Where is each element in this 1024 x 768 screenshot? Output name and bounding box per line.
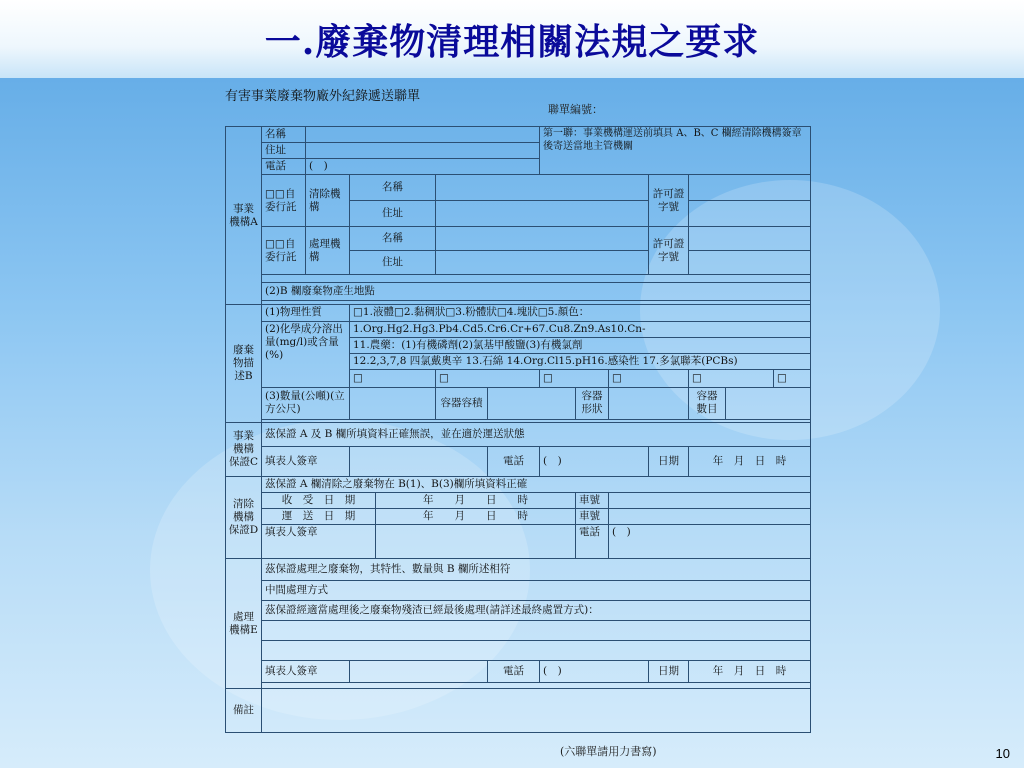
manifest-form-table	[225, 126, 811, 733]
a-name-field[interactable]	[306, 127, 540, 143]
footnote: (六聯單請用力書寫)	[560, 745, 657, 758]
c-date-label: 日期	[649, 446, 689, 476]
clean-org-address-field[interactable]	[436, 201, 649, 227]
ship-date-label: 運 送 日 期	[262, 509, 376, 525]
proc-org-name-label: 名稱	[350, 227, 436, 251]
clean-permit-field[interactable]	[689, 175, 811, 201]
c-phone-label: 電話	[488, 446, 540, 476]
c-signer-label: 填表人簽章	[262, 446, 350, 476]
d-guarantee-text: 茲保證 A 欄清除之廢棄物在 B(1)、B(3)欄所填資料正確	[262, 476, 811, 492]
d-phone-field[interactable]: ( )	[609, 525, 811, 559]
clean-org-address-label: 住址	[350, 201, 436, 227]
chemical-options-2[interactable]: 11.農藥：(1)有機磷劑(2)氯基甲酸鹽(3)有機氯劑	[350, 337, 811, 353]
c-phone-field[interactable]: ( )	[540, 446, 649, 476]
b-site-label: (2)B 欄廢棄物產生地點	[262, 283, 811, 301]
container-volume-label: 容器容積	[436, 387, 488, 419]
receive-date-label: 收 受 日 期	[262, 493, 376, 509]
c-date-field[interactable]: 年 月 日 時	[689, 446, 811, 476]
chem-checkbox[interactable]: □	[609, 369, 689, 387]
container-volume-field[interactable]	[488, 387, 576, 419]
chemical-options-3[interactable]: 12.2,3,7,8 四氯戴奧辛 13.石綿 14.Org.Cl15.pH16.感染性 17.多氯聯苯(PCBs)	[350, 353, 811, 369]
clean-org-label: 清除機構	[306, 175, 350, 227]
a-phone-label: 電話	[262, 159, 306, 175]
spacer-row	[262, 275, 811, 283]
proc-org-address-field[interactable]	[436, 251, 649, 275]
physical-property-label: (1)物理性質	[262, 305, 350, 321]
proc-org-label: 處理機構	[306, 227, 350, 275]
e-blank-line[interactable]	[262, 641, 811, 661]
e-line-2: 中間處理方式	[262, 581, 811, 601]
form-title: 有害事業廢棄物廠外紀錄遞送聯單	[225, 89, 421, 104]
section-a-label: 事業機構A	[226, 127, 262, 305]
receive-vehicle-label: 車號	[576, 493, 609, 509]
d-phone-label: 電話	[576, 525, 609, 559]
quantity-label: (3)數量(公噸)(立方公尺)	[262, 387, 350, 419]
remark-field[interactable]	[262, 689, 811, 733]
ship-date-field[interactable]: 年 月 日 時	[376, 509, 576, 525]
proc-org-address-label: 住址	[350, 251, 436, 275]
page-number: 10	[995, 746, 1010, 761]
c-signer-field[interactable]	[350, 446, 488, 476]
section-d-label: 清除機構保證D	[226, 476, 262, 558]
first-copy-note: 第一聯：事業機構運送前填具 A、B、C 欄經清除機構簽章後寄送當地主管機關	[540, 127, 811, 175]
container-count-label: 容器數目	[689, 387, 726, 419]
chem-checkbox[interactable]: □	[689, 369, 774, 387]
a-name-label: 名稱	[262, 127, 306, 143]
chemical-options-1[interactable]: 1.Org.Hg2.Hg3.Pb4.Cd5.Cr6.Cr+67.Cu8.Zn9.As10.Cn-	[350, 321, 811, 337]
chem-checkbox[interactable]: □	[540, 369, 609, 387]
section-e-label: 處理機構E	[226, 559, 262, 689]
proc-self-entrust-checkbox[interactable]: □□自委行託	[262, 227, 306, 275]
e-date-label: 日期	[649, 661, 689, 683]
a-address-field[interactable]	[306, 143, 540, 159]
a-phone-field[interactable]: ( )	[306, 159, 540, 175]
physical-property-options[interactable]: □1.液體□2.黏稠狀□3.粉體狀□4.塊狀□5.顏色：	[350, 305, 811, 321]
clean-permit-label: 許可證字號	[649, 175, 689, 227]
ship-vehicle-field[interactable]	[609, 509, 811, 525]
ship-vehicle-label: 車號	[576, 509, 609, 525]
serial-number-label: 聯單編號：	[548, 103, 603, 116]
remark-label: 備註	[226, 689, 262, 733]
clean-org-name-field[interactable]	[436, 175, 649, 201]
a-address-label: 住址	[262, 143, 306, 159]
e-phone-label: 電話	[488, 661, 540, 683]
receive-vehicle-field[interactable]	[609, 493, 811, 509]
quantity-field[interactable]	[350, 387, 436, 419]
chemical-composition-label: (2)化學成分溶出量(mg/l)或含量(%)	[262, 321, 350, 387]
e-line-1: 茲保證處理之廢棄物，其特性、數量與 B 欄所述相符	[262, 559, 811, 581]
container-shape-label: 容器形狀	[576, 387, 609, 419]
container-shape-field[interactable]	[609, 387, 689, 419]
chem-checkbox[interactable]: □	[436, 369, 540, 387]
container-count-field[interactable]	[726, 387, 811, 419]
proc-permit-label: 許可證字號	[649, 227, 689, 275]
e-signer-field[interactable]	[350, 661, 488, 683]
clean-permit-field-2[interactable]	[689, 201, 811, 227]
clean-self-entrust-checkbox[interactable]: □□自委行託	[262, 175, 306, 227]
section-b-label: 廢棄物描述B	[226, 305, 262, 423]
proc-permit-field[interactable]	[689, 227, 811, 251]
e-signer-label: 填表人簽章	[262, 661, 350, 683]
chem-checkbox[interactable]: □	[350, 369, 436, 387]
section-c-label: 事業機構保證C	[226, 422, 262, 476]
e-blank-line[interactable]	[262, 621, 811, 641]
e-date-field[interactable]: 年 月 日 時	[689, 661, 811, 683]
chem-checkbox[interactable]: □	[774, 369, 811, 387]
c-guarantee-text: 茲保證 A 及 B 欄所填資料正確無誤，並在適於運送狀態	[262, 422, 811, 446]
proc-permit-field-2[interactable]	[689, 251, 811, 275]
receive-date-field[interactable]: 年 月 日 時	[376, 493, 576, 509]
d-signer-field[interactable]	[376, 525, 576, 559]
e-line-3: 茲保證經適當處理後之廢棄物殘渣已經最後處理(請詳述最終處置方式)：	[262, 601, 811, 621]
slide-title: 一.廢棄物清理相關法規之要求	[264, 21, 760, 63]
d-signer-label: 填表人簽章	[262, 525, 376, 559]
clean-org-name-label: 名稱	[350, 175, 436, 201]
proc-org-name-field[interactable]	[436, 227, 649, 251]
e-phone-field[interactable]: ( )	[540, 661, 649, 683]
